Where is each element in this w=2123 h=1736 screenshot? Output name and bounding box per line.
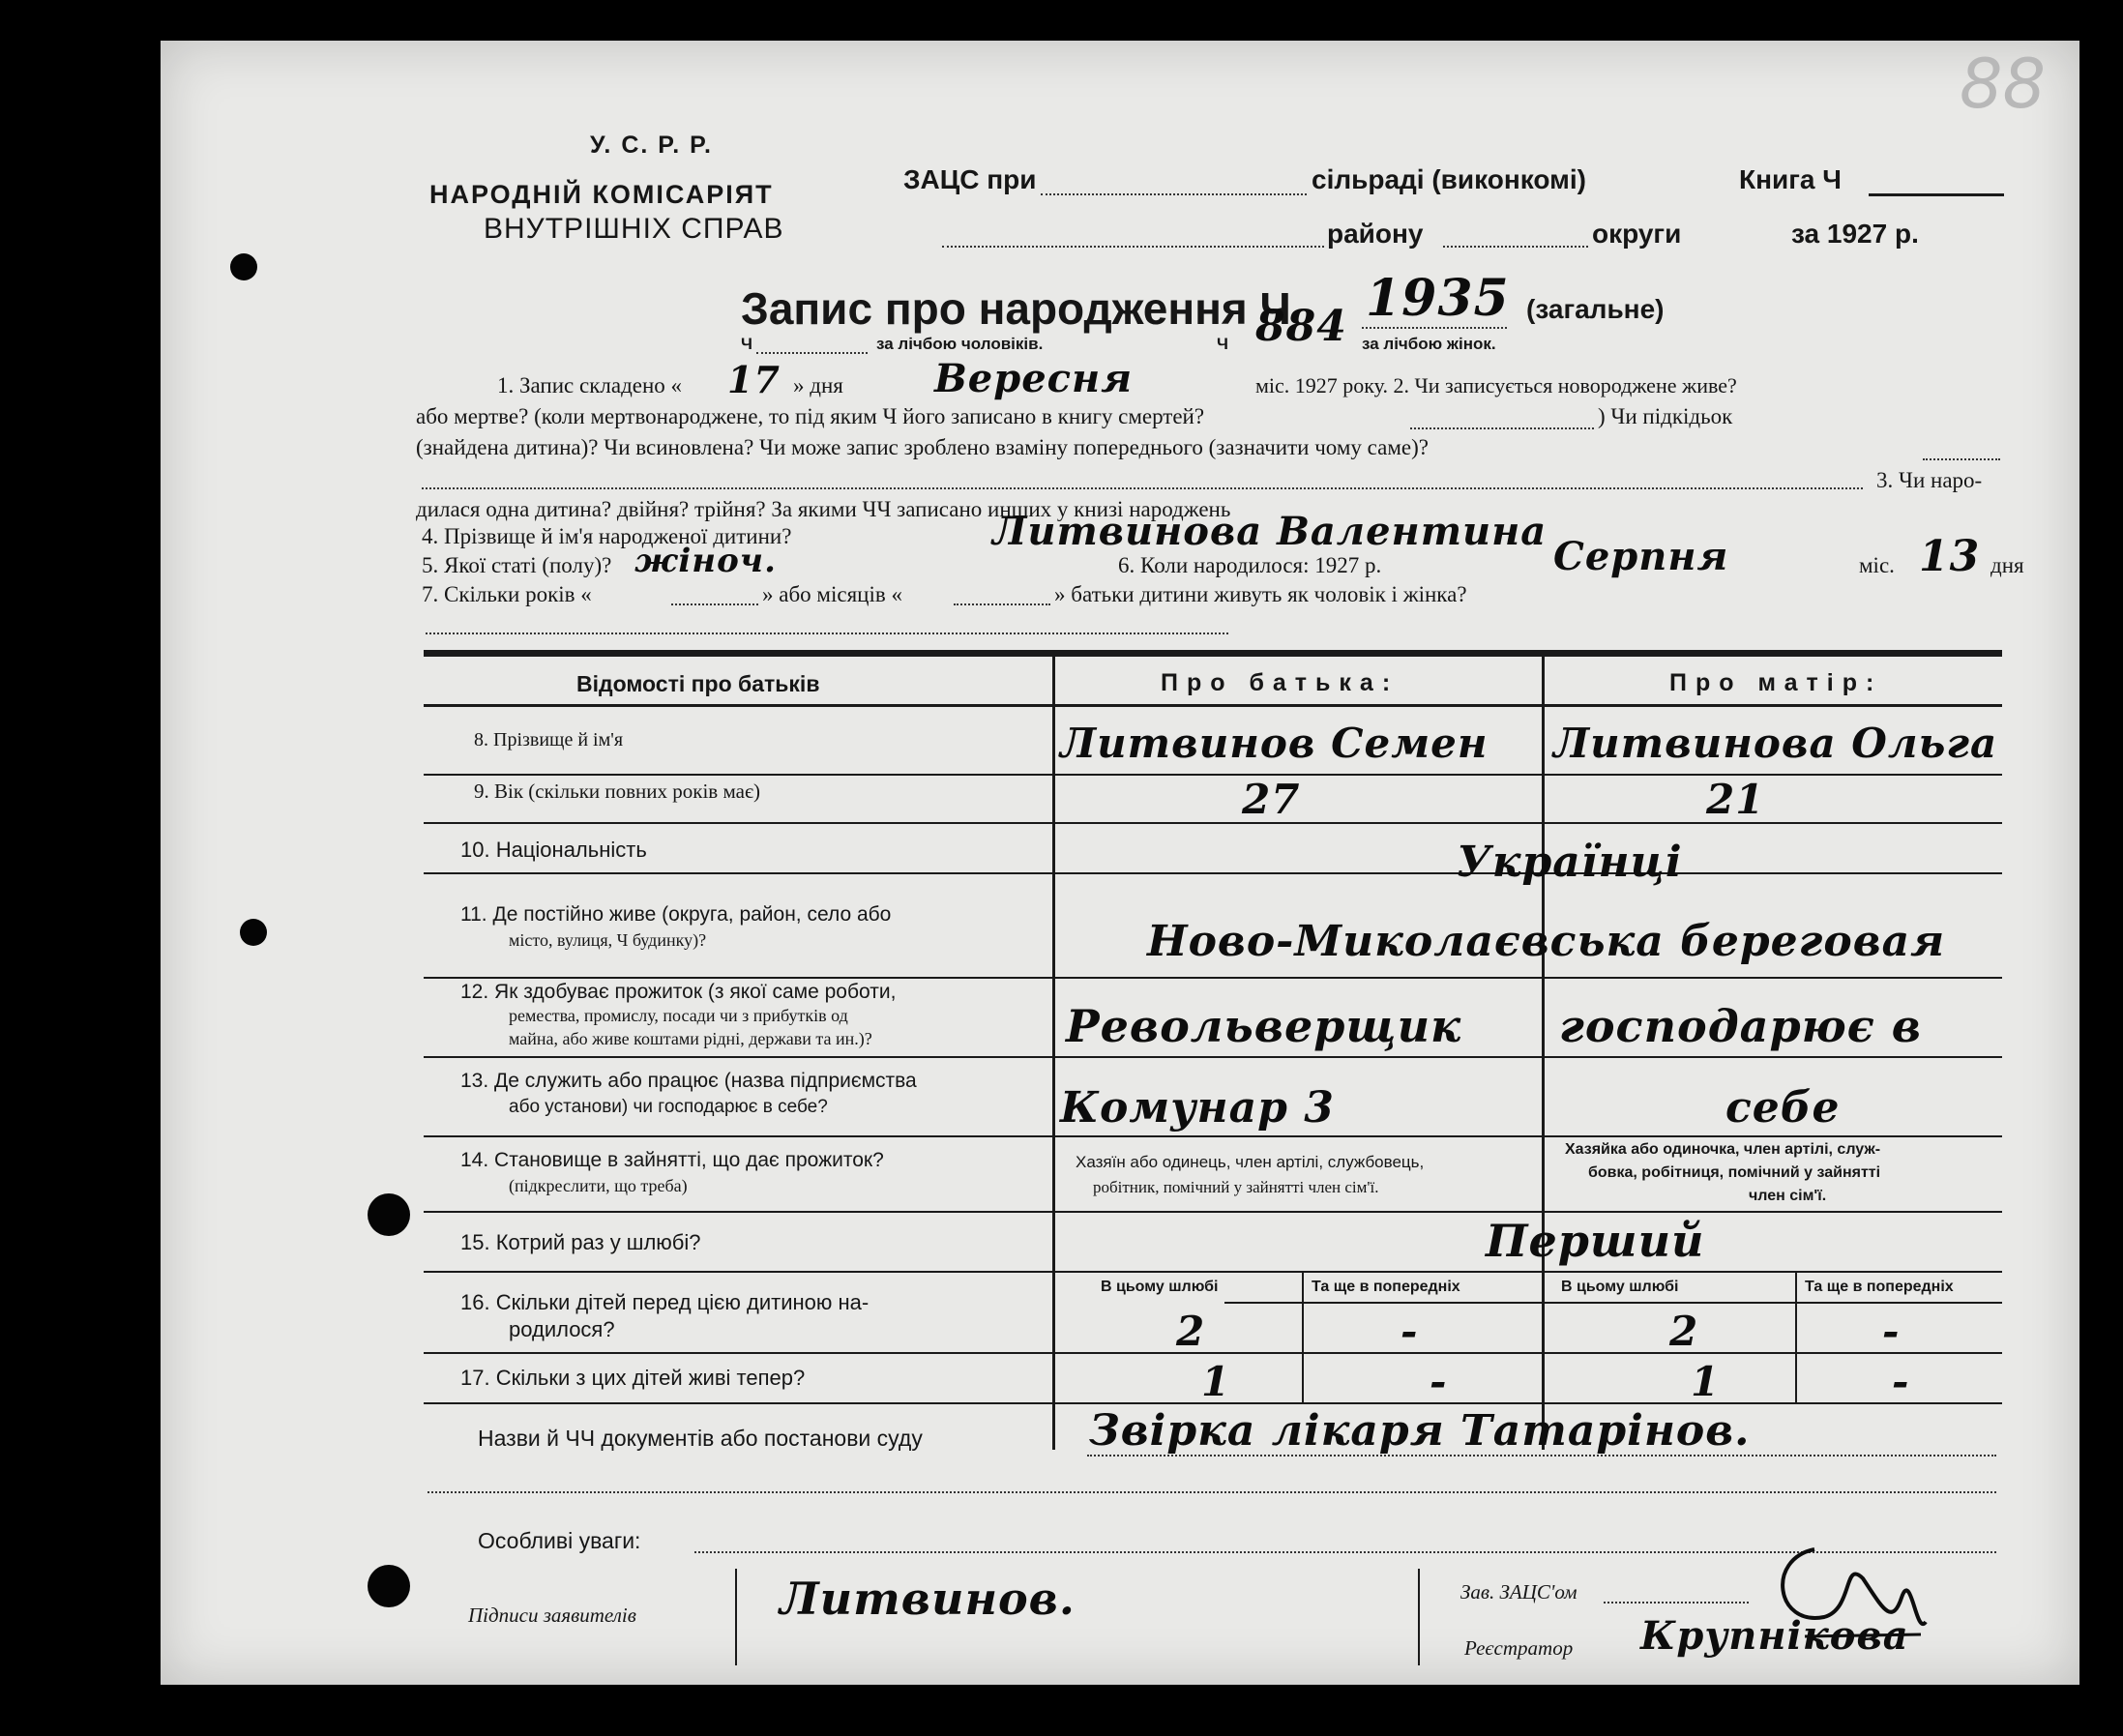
row-divider	[424, 774, 2002, 776]
silradi-label: сільраді (виконкомі)	[1312, 164, 1586, 194]
q7-text-b: » або місяців «	[762, 582, 902, 606]
q1-day: 17	[727, 358, 781, 401]
page-number: 88	[1960, 44, 2047, 124]
registrar-label: Реєстратор	[1464, 1636, 1574, 1660]
q1-text-c: міс. 1927 року. 2. Чи записується новороджене живе?	[1255, 373, 1737, 397]
residence: Ново-Миколаєвська береговая	[1147, 917, 1946, 966]
q5-text: 5. Якої статі (полу)?	[422, 553, 612, 577]
q3-end: 3. Чи наро-	[1876, 468, 1983, 492]
mother-alive-this: 1	[1691, 1358, 1721, 1405]
q6-month: Серпня	[1553, 534, 1729, 579]
q4-child-name: Литвинова Валентина	[992, 509, 1548, 554]
q7-blank-line2	[426, 633, 1228, 634]
male-number-prefix: Ч	[741, 335, 752, 353]
mother-children-this: 2	[1669, 1308, 1699, 1355]
commissariat-line1: НАРОДНІЙ КОМІСАРІЯТ	[429, 180, 774, 209]
q2-text: або мертве? (коли мертвонароджене, то під яким Ч його записано в книгу смертей?	[416, 404, 1205, 428]
zags-pry-label: ЗАЦС при	[903, 164, 1037, 194]
marriage-count: Перший	[1486, 1215, 1705, 1267]
q1-text-a: 1. Запис складено «	[497, 373, 683, 397]
q7-text-c: » батьки дитини живуть як чоловік і жінка?	[1054, 582, 1467, 606]
okruh-blank	[1443, 246, 1588, 248]
father-occupation: Револьверщик	[1066, 1000, 1462, 1052]
row-divider	[424, 1211, 2002, 1213]
row13-label-a: 13. Де служить або працює (назва підприємства	[460, 1070, 917, 1092]
registrar-signature: Крупнікова	[1640, 1613, 1909, 1659]
q7-months-blank	[954, 603, 1050, 605]
q2-line3-blank	[1923, 458, 2000, 460]
male-number-blank	[756, 352, 868, 354]
row17-label: 17. Скільки з цих дітей живі тепер?	[460, 1366, 806, 1390]
row12-label-a: 12. Як здобуває прожиток (з якої саме роботи,	[460, 981, 897, 1003]
father-workplace: Комунар 3	[1060, 1083, 1335, 1133]
mother-age: 21	[1706, 776, 1765, 823]
mother-children-prev: -	[1882, 1308, 1901, 1355]
sub-head-father-prev: Та ще в попередніх	[1312, 1279, 1460, 1295]
sub-col-divider	[1795, 1271, 1797, 1402]
row10-label: 10. Національність	[460, 838, 647, 862]
q6-text: 6. Коли народилося: 1927 р.	[1118, 553, 1382, 577]
row14-mother-options-c: член сім'ї.	[1749, 1188, 1827, 1204]
raion-blank	[942, 246, 1324, 248]
row-divider	[424, 1271, 2002, 1273]
general-number: 1935	[1366, 269, 1510, 328]
documents-blank	[1087, 1455, 1996, 1456]
knyha-label: Книга Ч	[1739, 164, 1842, 194]
row11-label-b: місто, вулиця, Ч будинку)?	[509, 930, 707, 950]
nationality: Українці	[1457, 838, 1683, 887]
q6-dnia: дня	[1990, 553, 2024, 577]
head-father: Про батька:	[1161, 669, 1400, 696]
female-number-prefix: Ч	[1217, 335, 1228, 353]
q2-text-line3: (знайдена дитина)? Чи всиновлена? Чи може запис зроблено взаміну попереднього (зазначити чому саме)?	[416, 435, 1429, 459]
male-number-label: за лічбою чоловіків.	[876, 335, 1044, 353]
row12-label-b: ремества, промислу, посади чи з прибутків од	[509, 1006, 848, 1025]
female-number: 884	[1255, 302, 1347, 351]
row-divider	[424, 1352, 2002, 1354]
signature-divider-right	[1418, 1569, 1420, 1665]
row9-label: 9. Вік (скільки повних років має)	[474, 780, 760, 803]
row-divider	[424, 1135, 2002, 1137]
head-zags-label: Зав. ЗАЦС'ом	[1460, 1580, 1578, 1604]
head-mother: Про матір:	[1669, 669, 1883, 696]
father-age: 27	[1242, 776, 1301, 823]
q7-text-a: 7. Скільки років «	[422, 582, 592, 606]
row13-label-b: або установи) чи господарює в себе?	[509, 1097, 828, 1117]
row-divider	[424, 872, 2002, 874]
q6-mis: міс.	[1859, 553, 1895, 577]
row-divider	[424, 977, 2002, 979]
ussr-label: У. С. Р. Р.	[590, 132, 713, 159]
raionu-label: району	[1327, 219, 1424, 249]
applicants-label: Підписи заявителів	[468, 1604, 636, 1627]
mother-occupation: господарює в	[1559, 1000, 1922, 1052]
year-label: за 1927 р.	[1791, 219, 1919, 249]
father-alive-this: 1	[1201, 1358, 1231, 1405]
commissariat-line2: ВНУТРІШНІХ СПРАВ	[484, 213, 784, 245]
punch-hole	[368, 1193, 410, 1236]
row-divider	[1224, 1302, 2002, 1304]
punch-hole	[230, 253, 257, 280]
female-number-label: за лічбою жінок.	[1362, 335, 1496, 353]
punch-hole	[368, 1565, 410, 1607]
general-number-blank	[1362, 327, 1507, 329]
row12-label-c: майна, або живе коштами рідні, держави та ин.)?	[509, 1029, 872, 1048]
q1-month: Вересня	[934, 356, 1134, 401]
row15-label: 15. Котрий раз у шлюбі?	[460, 1230, 701, 1254]
q5-sex: жіноч.	[634, 542, 777, 580]
applicant-signature: Литвинов.	[780, 1573, 1076, 1625]
row11-label-a: 11. Де постійно живе (округа, район, село або	[460, 903, 892, 926]
remarks-label: Особливі уваги:	[478, 1528, 641, 1553]
row14-label-a: 14. Становище в зайнятті, що дає прожиток?	[460, 1149, 884, 1171]
row14-mother-options-b: бовка, робітниця, помічний у зайнятті	[1588, 1164, 1881, 1181]
knyha-blank	[1869, 193, 2004, 196]
sub-head-mother-this: В цьому шлюбі	[1561, 1279, 1679, 1295]
general-label: (загальне)	[1526, 294, 1665, 324]
row14-father-options-b: робітник, помічний у зайнятті член сім'ї.	[1093, 1178, 1379, 1196]
documents-value: Звірка лікаря Татарінов.	[1089, 1406, 1751, 1456]
form-title: Запис про народження Ч	[741, 283, 1291, 334]
zags-pry-blank	[1041, 193, 1307, 195]
sub-head-father-this: В цьому шлюбі	[1101, 1279, 1219, 1295]
row14-label-b: (підкреслити, що треба)	[509, 1176, 688, 1195]
q3-text: дилася одна дитина? двійня? трійня? За якими ЧЧ записано инших у книзі народжень	[416, 497, 1231, 521]
row16-label-a: 16. Скільки дітей перед цією дитиною на-	[460, 1290, 870, 1314]
row8-label: 8. Прізвище й ім'я	[474, 729, 624, 750]
q7-years-blank	[671, 603, 758, 605]
father-children-this: 2	[1176, 1308, 1206, 1355]
q6-day: 13	[1919, 532, 1981, 581]
mother-alive-prev: -	[1892, 1358, 1910, 1405]
table-head-bottom	[424, 704, 2002, 707]
q4-text: 4. Прізвище й ім'я народженої дитини?	[422, 524, 792, 548]
sub-col-divider	[1302, 1271, 1304, 1402]
q3-blank	[422, 487, 1863, 489]
signature-divider-left	[735, 1569, 737, 1665]
father-name: Литвинов Семен	[1060, 720, 1489, 767]
birth-record-form	[161, 41, 2079, 1685]
col-divider-1	[1052, 657, 1055, 1450]
row-divider	[424, 1056, 2002, 1058]
father-alive-prev: -	[1430, 1358, 1448, 1405]
father-children-prev: -	[1401, 1308, 1419, 1355]
head-zags-blank	[1604, 1602, 1749, 1604]
row-divider	[424, 822, 2002, 824]
head-signature	[1747, 1520, 1940, 1656]
row14-mother-options-a: Хазяйка або одиночка, член артілі, служ-	[1565, 1141, 1881, 1158]
q1-text-b: » дня	[793, 373, 843, 397]
punch-hole	[240, 919, 267, 946]
head-parents-info: Відомості про батьків	[576, 671, 820, 696]
table-top-rule	[424, 650, 2002, 657]
q2-blank	[1410, 427, 1594, 429]
mother-name: Литвинова Ольга	[1553, 720, 1998, 767]
sub-head-mother-prev: Та ще в попередніх	[1805, 1279, 1954, 1295]
documents-label: Назви й ЧЧ документів або постанови суду	[478, 1426, 923, 1451]
row16-label-b: родилося?	[509, 1317, 615, 1341]
col-divider-2	[1542, 657, 1545, 1450]
okruhy-label: округи	[1592, 219, 1682, 249]
mother-workplace: себе	[1725, 1083, 1841, 1133]
row14-father-options-a: Хазяїн або одинець, член артілі, службовець,	[1076, 1153, 1425, 1171]
documents-blank-2	[428, 1491, 1996, 1493]
q2-end: ) Чи підкідьок	[1598, 404, 1733, 428]
